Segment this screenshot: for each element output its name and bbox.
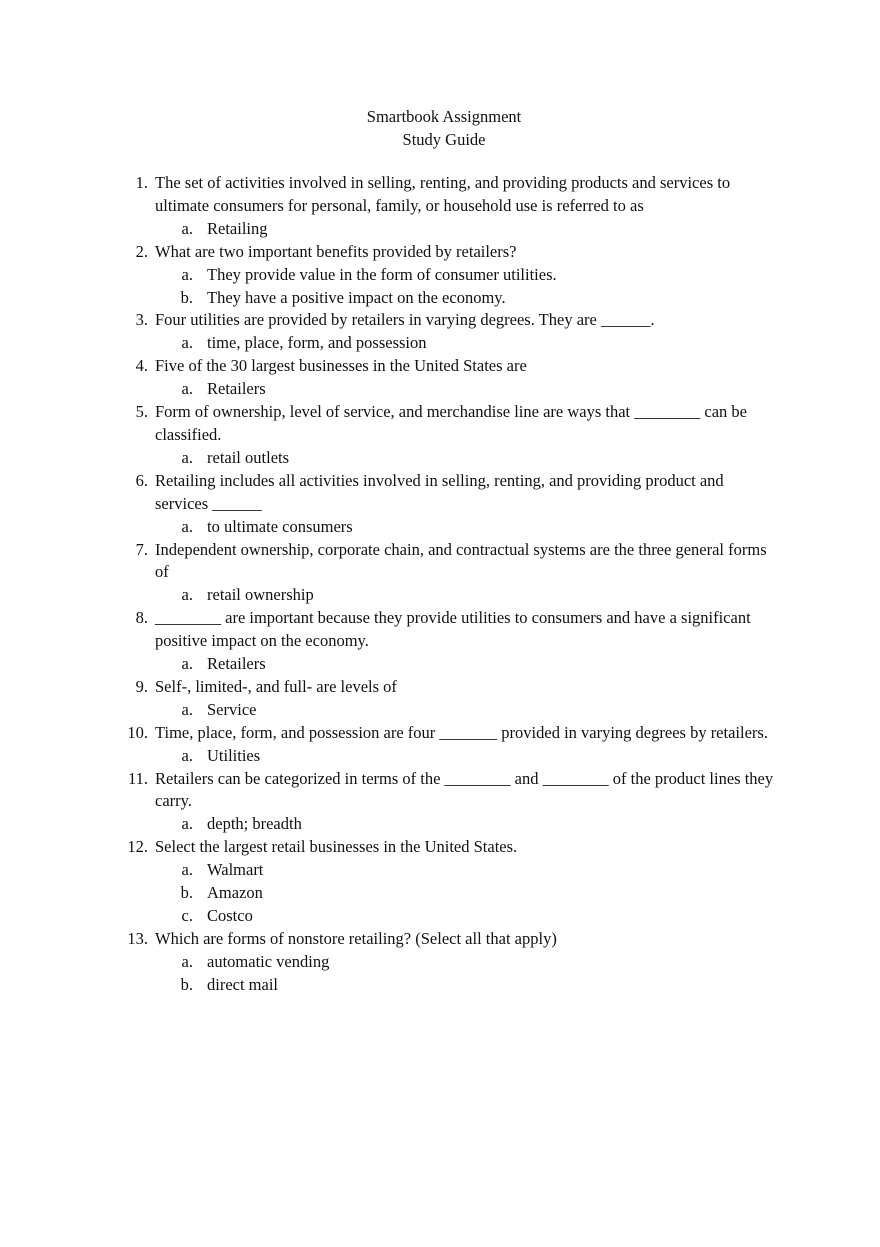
answer-item <box>155 905 780 928</box>
question-text: Five of the 30 largest businesses in the United States are <box>155 356 527 376</box>
answer-text: They have a positive impact on the economy. <box>207 287 506 307</box>
answer-letter: a. <box>181 379 193 399</box>
answer-text: Retailing <box>207 218 268 238</box>
question-text: What are two important benefits provided by retailers? <box>155 241 517 261</box>
question-number: 7. <box>135 539 148 559</box>
question-number: 12. <box>127 837 148 857</box>
question-item <box>0 676 880 722</box>
answer-item <box>155 653 780 676</box>
answer-item <box>155 378 780 401</box>
answer-letter: a. <box>181 218 193 238</box>
question-number: 13. <box>127 928 148 948</box>
answer-item <box>155 516 780 539</box>
answer-text: Walmart <box>207 860 264 880</box>
answer-letter: a. <box>181 951 193 971</box>
question-item <box>0 836 880 928</box>
answer-item <box>155 218 780 241</box>
answer-item <box>155 951 780 974</box>
question-number: 11. <box>127 768 148 788</box>
answer-letter: a. <box>181 699 193 719</box>
answer-item <box>155 264 780 287</box>
answer-list <box>155 516 780 539</box>
question-item <box>0 768 880 837</box>
answer-letter: b. <box>180 287 193 307</box>
question-text: Select the largest retail businesses in the United States. <box>155 837 518 857</box>
answer-item <box>155 332 780 355</box>
answer-letter: b. <box>180 883 193 903</box>
document-subtitle: Study Guide <box>402 130 486 149</box>
question-item <box>0 607 880 676</box>
question-text: Independent ownership, corporate chain, and contractual systems are the three general forms of <box>155 539 767 582</box>
question-item <box>0 241 880 310</box>
answer-letter: a. <box>181 516 193 536</box>
question-text: Time, place, form, and possession are four _______ provided in varying degrees by retailers. <box>155 722 768 742</box>
answer-list <box>155 584 780 607</box>
answer-list <box>155 332 780 355</box>
question-text: ________ are important because they provide utilities to consumers and have a significant positive impact on the economy. <box>155 608 751 651</box>
answer-letter: a. <box>181 447 193 467</box>
answer-text: retail outlets <box>207 447 290 467</box>
answer-item <box>155 287 780 310</box>
question-text: Retailers can be categorized in terms of the ________ and ________ of the product lines they carry. <box>155 768 774 811</box>
question-number: 4. <box>135 356 148 376</box>
answer-text: to ultimate consumers <box>207 516 353 536</box>
answer-list <box>155 653 780 676</box>
answer-text: direct mail <box>207 974 279 994</box>
question-number: 10. <box>127 722 148 742</box>
question-item <box>0 539 880 608</box>
question-text: Form of ownership, level of service, and merchandise line are ways that ________ can be classified. <box>155 402 747 444</box>
question-number: 8. <box>135 608 148 628</box>
answer-list <box>155 859 780 928</box>
answer-list <box>155 218 780 241</box>
question-number: 3. <box>135 310 148 330</box>
answer-text: Costco <box>207 906 253 925</box>
answer-item <box>155 584 780 607</box>
question-item <box>0 355 880 401</box>
question-list <box>0 172 880 997</box>
answer-text: Service <box>207 699 257 719</box>
answer-list <box>155 813 780 836</box>
answer-letter: a. <box>181 814 193 834</box>
answer-item <box>155 447 780 470</box>
answer-text: depth; breadth <box>207 814 302 834</box>
answer-letter: a. <box>181 654 193 674</box>
answer-letter: a. <box>181 585 193 605</box>
answer-list <box>155 745 780 768</box>
answer-letter: b. <box>180 974 193 994</box>
question-number: 9. <box>135 676 148 696</box>
question-item <box>0 172 880 241</box>
answer-text: time, place, form, and possession <box>207 333 427 353</box>
question-text: Retailing includes all activities involved in selling, renting, and providing product and services ______ <box>155 470 724 513</box>
document-title: Smartbook Assignment <box>366 107 522 126</box>
question-item <box>0 470 880 539</box>
answer-list <box>155 447 780 470</box>
answer-item <box>155 745 780 768</box>
answer-letter: c. <box>181 906 193 925</box>
question-item <box>0 928 880 997</box>
question-number: 1. <box>135 173 148 192</box>
answer-item <box>155 813 780 836</box>
answer-text: They provide value in the form of consumer utilities. <box>207 264 557 284</box>
question-number: 6. <box>135 470 148 490</box>
answer-letter: a. <box>181 264 193 284</box>
answer-letter: a. <box>181 333 193 353</box>
question-text: Which are forms of nonstore retailing? (Select all that apply) <box>155 928 557 948</box>
question-text: The set of activities involved in selling, renting, and providing products and services to ultimate consumers for personal, family, or household use is referred to as <box>155 173 731 215</box>
answer-text: Utilities <box>207 745 261 765</box>
answer-item <box>155 699 780 722</box>
answer-list <box>155 264 780 310</box>
answer-item <box>155 974 780 997</box>
answer-list <box>155 378 780 401</box>
question-item <box>0 401 880 470</box>
question-item <box>0 309 880 355</box>
answer-text: Amazon <box>207 883 263 903</box>
question-number: 5. <box>135 402 148 422</box>
question-text: Self-, limited-, and full- are levels of <box>155 676 397 696</box>
answer-letter: a. <box>181 745 193 765</box>
answer-item <box>155 859 780 882</box>
answer-item <box>155 882 780 905</box>
answer-list <box>155 699 780 722</box>
answer-text: Retailers <box>207 379 266 399</box>
answer-text: retail ownership <box>207 585 314 605</box>
answer-letter: a. <box>181 860 193 880</box>
answer-text: Retailers <box>207 654 266 674</box>
question-text: Four utilities are provided by retailers in varying degrees. They are ______. <box>155 310 655 330</box>
answer-text: automatic vending <box>207 951 330 971</box>
title-block <box>0 105 880 151</box>
question-item <box>0 722 880 768</box>
answer-list <box>155 951 780 997</box>
question-number: 2. <box>135 241 148 261</box>
